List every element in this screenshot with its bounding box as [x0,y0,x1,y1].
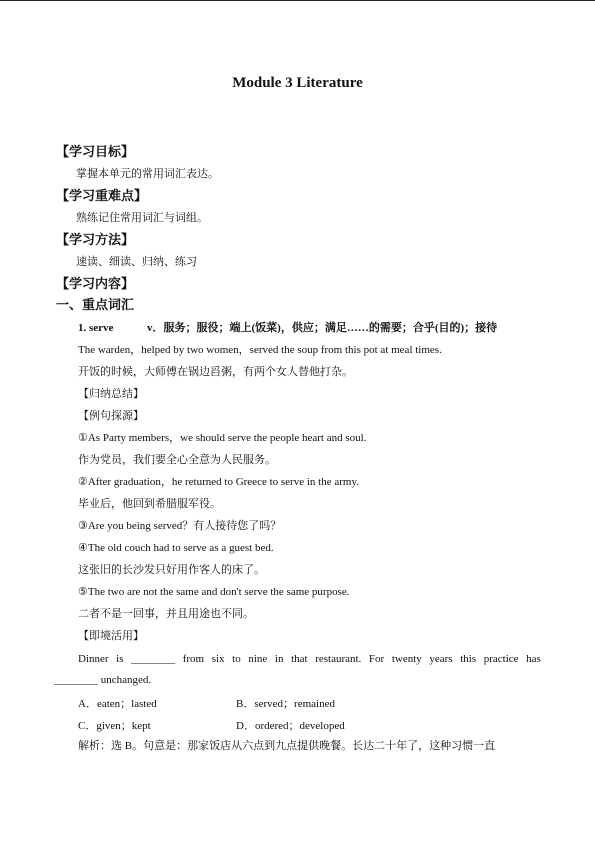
top-rule [0,0,595,1]
example-3: ③Are you being served？有人接待您了吗？ [78,520,282,532]
example-chinese: 开饭的时候，大师傅在锅边舀粥，有两个女人替他打杂。 [78,366,353,378]
example-english: The warden，helped by two women，served the soup from this pot at meal times. [78,344,442,356]
analysis-text: 解析：选 B。句意是：那家饭店从六点到九点提供晚餐。长达二十年了，这种习惯一直 [78,740,496,752]
page-title: Module 3 Literature [232,75,363,91]
option-c: C．given；kept [78,720,151,732]
example-2-chinese: 毕业后，他回到希腊服军役。 [78,498,221,510]
question-word: in [274,653,284,665]
section-heading-goals: 【学习目标】 [56,144,135,159]
section-heading-key-points: 【学习重难点】 [56,188,148,203]
summary-label: 【归纳总结】 [78,388,144,400]
question-word: this [460,653,477,665]
goals-text: 掌握本单元的常用词汇表达。 [76,168,219,180]
option-b: B．served；remained [236,698,335,710]
entry-word: 1. serve [78,322,114,334]
question-word: six [211,653,225,665]
question-line-1 [78,652,541,666]
question-word: is [116,653,124,665]
question-word: to [232,653,241,665]
question-line-2: ________ unchanged. [54,674,152,686]
example-2-english: ②After graduation，he returned to Greece to serve in the army. [78,476,359,488]
key-points-text: 熟练记住常用词汇与词组。 [76,212,208,224]
question-word: that [291,653,308,665]
option-a: A．eaten；lasted [78,698,157,710]
question-word: nine [248,653,268,665]
question-blank: ________ [131,653,176,665]
examples-label: 【例句探源】 [78,410,144,422]
example-4-chinese: 这张旧的长沙发只好用作客人的床了。 [78,564,265,576]
question-word: twenty [391,653,422,665]
example-1-english: ①As Party members，we should serve the people heart and soul. [78,432,367,444]
option-d: D．ordered；developed [236,720,345,732]
section-heading-methods: 【学习方法】 [56,232,135,247]
question-word: from [182,653,205,665]
question-word: For [368,653,385,665]
example-1-chinese: 作为党员，我们要全心全意为人民服务。 [78,454,276,466]
section-heading-content: 【学习内容】 [56,276,135,291]
practice-label: 【即境活用】 [78,630,144,642]
question-word: practice [483,653,519,665]
question-word: years [429,653,453,665]
question-word: Dinner [78,653,109,665]
example-5-english: ⑤The two are not the same and don't serve the same purpose. [78,586,350,598]
example-5-chinese: 二者不是一回事，并且用途也不同。 [78,608,254,620]
example-4-english: ④The old couch had to serve as a guest bed. [78,542,274,554]
vocab-heading: 一、重点词汇 [56,297,135,312]
methods-text: 速读、细读、归纳、练习 [76,256,197,268]
entry-definition: v．服务；服役；端上(饭菜)，供应；满足……的需要；合乎(目的)；接待 [147,322,498,334]
question-word: has [526,653,541,665]
question-word: restaurant. [315,653,362,665]
